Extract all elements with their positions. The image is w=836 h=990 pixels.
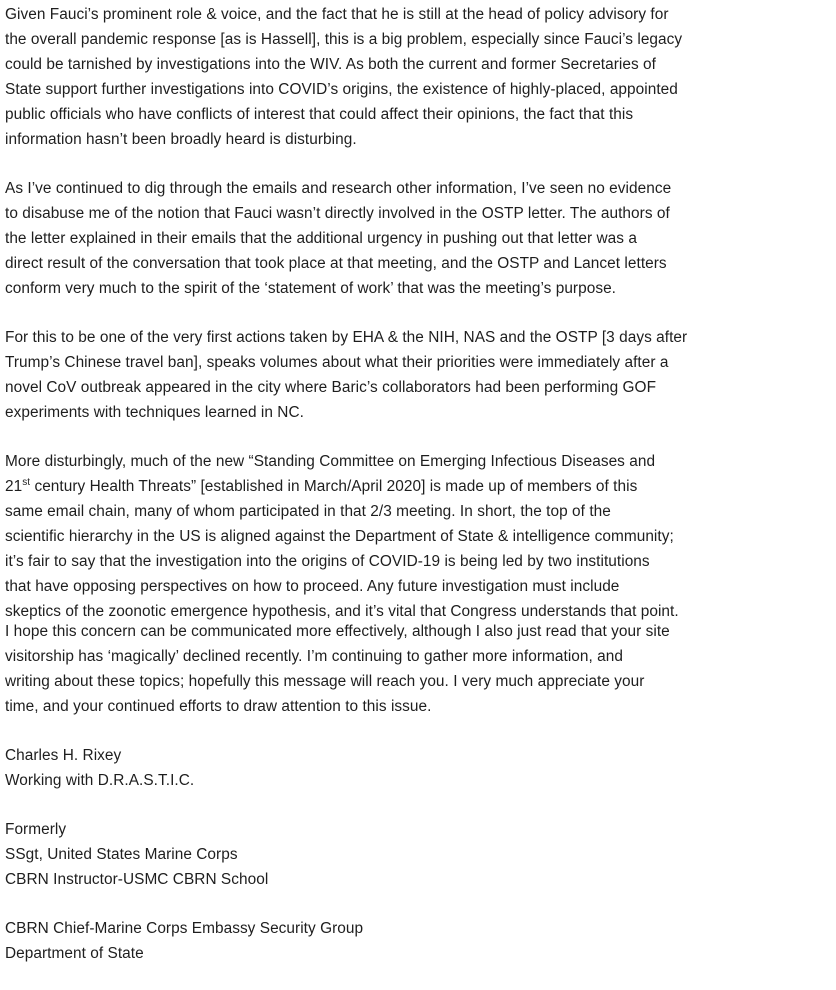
signature-block [5, 743, 833, 793]
paragraph-fauci-role [5, 2, 833, 152]
text-line: Given Fauci’s prominent role & voice, and the fact that he is still at the head of policy advisory for [5, 6, 669, 23]
text-line: that have opposing perspectives on how to proceed. Any future investigation must include [5, 578, 620, 595]
signature-name: Charles H. Rixey [5, 747, 122, 764]
text-line: As I’ve continued to dig through the emails and research other information, I’ve seen no evidence [5, 180, 672, 197]
text-line: the overall pandemic response [as is Hassell], this is a big problem, especially since Fauci’s legacy [5, 31, 683, 48]
credential-line: CBRN Chief-Marine Corps Embassy Security Group [5, 920, 364, 937]
text-line: experiments with techniques learned in NC. [5, 404, 304, 421]
text-line: it’s fair to say that the investigation into the origins of COVID-19 is being led by two institutions [5, 553, 650, 570]
text-line: Trump’s Chinese travel ban], speaks volumes about what their priorities were immediately after a [5, 354, 669, 371]
text-line: For this to be one of the very first actions taken by EHA & the NIH, NAS and the OSTP [3 days after [5, 329, 688, 346]
text-line: I hope this concern can be communicated more effectively, although I also just read that your site [5, 623, 670, 640]
letter-document [5, 2, 833, 990]
text-line: information hasn’t been broadly heard is disturbing. [5, 131, 357, 148]
paragraph-emails [5, 176, 833, 301]
paragraph-closing [5, 619, 833, 719]
text-line [5, 474, 833, 499]
text-line: writing about these topics; hopefully this message will reach you. I very much appreciate your [5, 673, 645, 690]
text-line: skeptics of the zoonotic emergence hypothesis, and it’s vital that Congress understands that point. [5, 603, 679, 620]
paragraph-first-actions [5, 325, 833, 425]
text-line: the letter explained in their emails that the additional urgency in pushing out that letter was a [5, 230, 637, 247]
text-line: could be tarnished by investigations into the WIV. As both the current and former Secretaries of [5, 56, 656, 73]
credentials-block-2 [5, 916, 833, 966]
credential-line: CBRN Instructor-USMC CBRN School [5, 871, 269, 888]
paragraph-standing-committee [5, 449, 833, 624]
text-line: novel CoV outbreak appeared in the city where Baric’s collaborators had been performing GOF [5, 379, 657, 396]
credentials-block [5, 817, 833, 892]
signature-affiliation: Working with D.R.A.S.T.I.C. [5, 772, 195, 789]
credential-line: Department of State [5, 945, 144, 962]
text-line: direct result of the conversation that took place at that meeting, and the OSTP and Lancet letters [5, 255, 667, 272]
credential-line: SSgt, United States Marine Corps [5, 846, 238, 863]
text-line: visitorship has ‘magically’ declined recently. I’m continuing to gather more information, and [5, 648, 624, 665]
text-line: scientific hierarchy in the US is aligned against the Department of State & intelligence community; [5, 528, 674, 545]
ordinal-suffix: st [22, 476, 31, 488]
text-line: More disturbingly, much of the new “Standing Committee on Emerging Infectious Diseases and [5, 453, 656, 470]
text-line: conform very much to the spirit of the ‘statement of work’ that was the meeting’s purpose. [5, 280, 617, 297]
text-line: State support further investigations into COVID’s origins, the existence of highly-placed, appointed [5, 81, 678, 98]
text-line: same email chain, many of whom participated in that 2/3 meeting. In short, the top of the [5, 503, 611, 520]
text-line: time, and your continued efforts to draw attention to this issue. [5, 698, 432, 715]
text-line-rest: century Health Threats” [established in March/April 2020] is made up of members of this [30, 478, 638, 495]
text-line: to disabuse me of the notion that Fauci wasn’t directly involved in the OSTP letter. The authors of [5, 205, 670, 222]
ordinal-number: 21 [5, 478, 23, 495]
text-line: public officials who have conflicts of interest that could affect their opinions, the fact that this [5, 106, 634, 123]
formerly-label: Formerly [5, 821, 67, 838]
